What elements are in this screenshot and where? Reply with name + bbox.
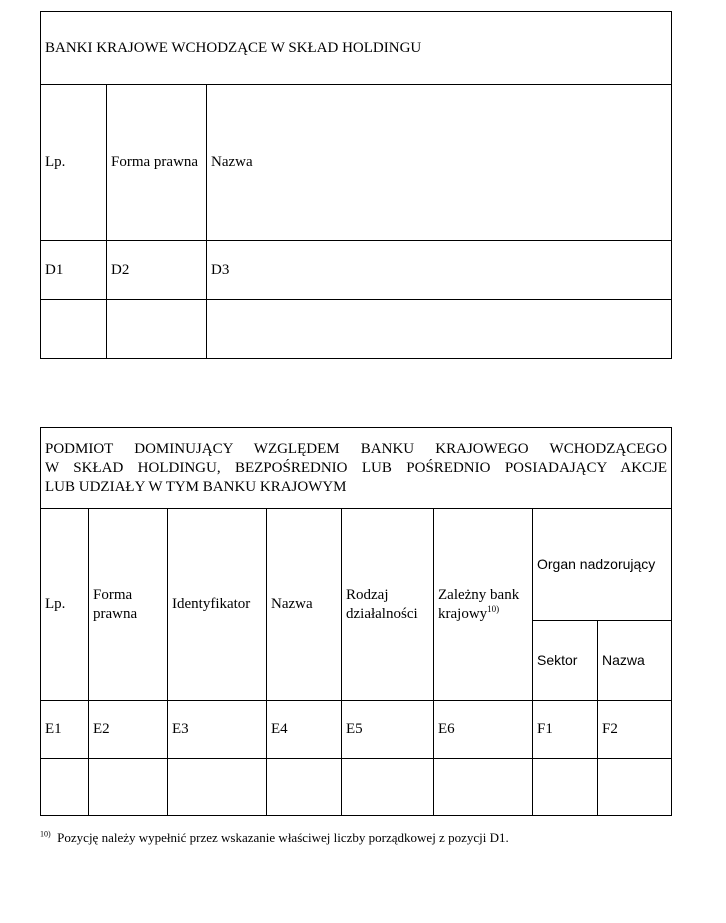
footnote-marker: 10) <box>40 829 51 839</box>
table-d-code-d3: D3 <box>207 241 672 300</box>
table-e-code-f1: F1 <box>533 701 598 759</box>
table-d-empty-cell[interactable] <box>41 300 107 359</box>
table-e-header-forma-prawna: Forma prawna <box>89 509 168 701</box>
table-e-title-line: W SKŁAD HOLDINGU, BEZPOŚREDNIO LUB POŚREDNIO POSIADAJĄCY AKCJE <box>45 459 668 476</box>
table-e-header-identyfikator: Identyfikator <box>168 509 267 701</box>
table-e-code-e5: E5 <box>342 701 434 759</box>
table-e-empty-cell[interactable] <box>598 759 672 816</box>
table-e-empty-cell[interactable] <box>168 759 267 816</box>
table-e-code-e4: E4 <box>267 701 342 759</box>
table-e-header-zalezny-bank <box>434 509 533 701</box>
table-e-title-line: PODMIOT DOMINUJĄCY WZGLĘDEM BANKU KRAJOWEGO WCHODZĄCEGO <box>45 440 668 457</box>
table-d-title: BANKI KRAJOWE WCHODZĄCE W SKŁAD HOLDINGU <box>41 12 672 85</box>
table-d-header-lp: Lp. <box>41 85 107 241</box>
table-d-empty-cell[interactable] <box>107 300 207 359</box>
table-e-empty-cell[interactable] <box>533 759 598 816</box>
table-d-code-d1: D1 <box>41 241 107 300</box>
table-banki-krajowe <box>40 11 672 359</box>
table-e-header-rodzaj-dzialalnosci: Rodzaj działalności <box>342 509 434 701</box>
table-e-code-f2: F2 <box>598 701 672 759</box>
table-e-empty-cell[interactable] <box>434 759 533 816</box>
table-e-code-e2: E2 <box>89 701 168 759</box>
table-e-title-line: LUB UDZIAŁY W TYM BANKU KRAJOWYM <box>45 478 347 495</box>
footnote <box>40 829 680 846</box>
table-e-empty-cell[interactable] <box>267 759 342 816</box>
footnote-text: Pozycję należy wypełnić przez wskazanie właściwej liczby porządkowej z pozycji D1. <box>57 830 509 845</box>
table-e-header-nazwa: Nazwa <box>267 509 342 701</box>
table-e-header-organ-nadzorujacy: Organ nadzorujący <box>533 509 672 621</box>
footnote-ref: 10) <box>487 603 500 614</box>
table-e-header-lp: Lp. <box>41 509 89 701</box>
table-e-title <box>41 428 672 509</box>
table-e-empty-cell[interactable] <box>41 759 89 816</box>
table-d-header-nazwa: Nazwa <box>207 85 672 241</box>
table-e-code-e1: E1 <box>41 701 89 759</box>
zalezny-bank-label: Zależny bank krajowy <box>438 586 520 622</box>
table-e-header-organ-nazwa: Nazwa <box>598 621 672 701</box>
table-e-empty-cell[interactable] <box>89 759 168 816</box>
table-e-empty-cell[interactable] <box>342 759 434 816</box>
table-e-code-e6: E6 <box>434 701 533 759</box>
table-d-empty-cell[interactable] <box>207 300 672 359</box>
table-e-header-sektor: Sektor <box>533 621 598 701</box>
table-d-header-forma-prawna: Forma prawna <box>107 85 207 241</box>
table-e-code-e3: E3 <box>168 701 267 759</box>
table-d-code-d2: D2 <box>107 241 207 300</box>
table-podmiot-dominujacy <box>40 427 672 816</box>
